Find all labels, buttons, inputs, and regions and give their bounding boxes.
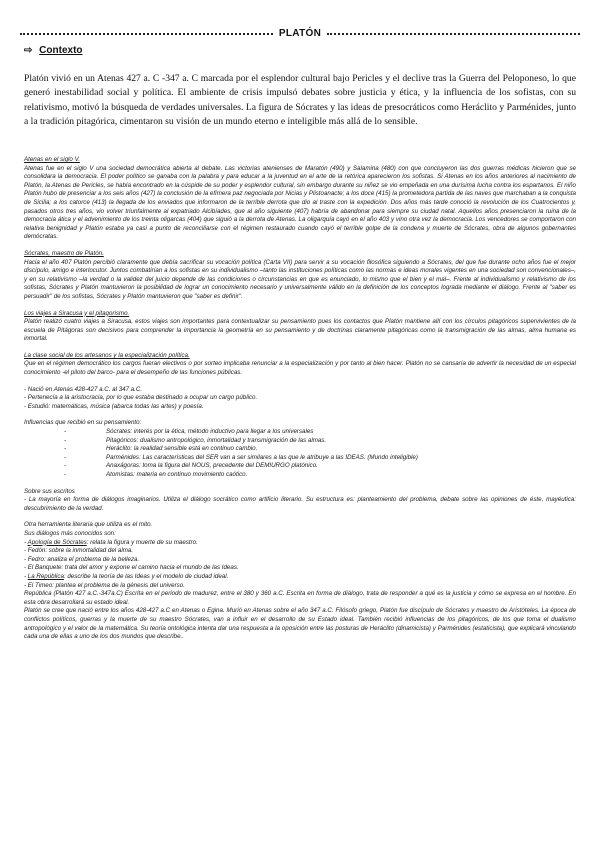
list-item bbox=[24, 445, 576, 454]
dash-bullet: - bbox=[64, 471, 67, 478]
fact-line: - Estudió: matemáticas, música (abarca todas las artes) y poesía. bbox=[24, 402, 204, 410]
list-item-text: Anaxágoras: toma la figura del NOUS, precedente del DEMIURGO platónico. bbox=[106, 462, 318, 470]
section-heading: La clase social de los artesanos y la especialización política. bbox=[24, 351, 190, 359]
section-influencias bbox=[24, 419, 576, 479]
section-datos bbox=[24, 386, 576, 412]
dialogue-item: - Apología de Sócrates: relata la figura y muerte de su maestro. bbox=[24, 538, 198, 546]
dotted-rule-right bbox=[327, 33, 580, 35]
section-text: Hacia el año 407 Platón percibió claramente que debía sacrificar su vocación política (Carta VII) para servir a su vocación filosófica siguiendo a Sócrates, del que fue durante ocho años fue el mejor discípulo, amigo e interlocutor. Juntos combatirían a los sofistas en su individualismo –tanto las instituciones políticas como las normas e ideas morales vigentes en una sociedad son convencionales–, y en su relativismo –la verdad o la validez del juicio depende de las condiciones o circunstancias en que es enunciado, lo mismo que el bien y el mal–. Frente al individualismo y relativismo de los sofistas, Sócrates y Platón mantuvieron la posibilidad de lograr un conocimiento necesario y universalmente válido en la definición de los conceptos lograda mediante el diálogo. Frente al "saber es persuadir" de los sofistas, Sócrates y Platón mantuvieron que "saber es definir". bbox=[24, 258, 576, 300]
context-label: Contexto bbox=[39, 45, 83, 56]
section-clase-social bbox=[24, 352, 576, 378]
notes-section bbox=[24, 156, 576, 642]
section-socrates bbox=[24, 250, 576, 302]
section-heading: Atenas en el siglo V. bbox=[24, 156, 80, 163]
dialogue-title: La República bbox=[27, 572, 64, 580]
list-item-text: Atomistas: materia en continuo movimiento caótico. bbox=[106, 471, 248, 478]
section-heading: Los viajes a Siracusa y el pitagorismo. bbox=[24, 309, 130, 317]
dialogos-line: Sus diálogos más conocidos son: bbox=[24, 529, 116, 537]
context-heading bbox=[24, 45, 83, 56]
dotted-rule-left bbox=[20, 33, 273, 35]
section-escritos bbox=[24, 488, 576, 514]
dialogue-item: - Fedro: analiza el problema de la belleza. bbox=[24, 555, 140, 563]
closing-paragraph: Platón se cree que nació entre los años 428-427 a.C en Atenas o Egina. Murió en Atenas sobre el año 347 a.C. Filósofo griego, Platón fue discípulo de Sócrates y maestro de Aristóteles. La época de conflictos políticos, guerras y la muerte de su maestro Sócrates, van a influir en el desarrollo de su Estado ideal. También recibió influencias de los pitagóricos, de los que toma el dualismo antropológico y el valor de la matemática. Su teoría ontológica intenta dar una respuesta a la oposición entre las posturas de Heráclito (dinamicista) y Parménides (estaticista), que explicará vinculando cada una de ellas a uno de los dos mundos que describe.. bbox=[24, 607, 576, 641]
fact-line: - Nació en Atenas 428-427 a.C. al 347 a.C. bbox=[24, 385, 143, 393]
section-heading: Sobre sus escritos bbox=[24, 487, 75, 495]
dialogos-line: Otra herramienta literaria que utiliza es el mito. bbox=[24, 521, 153, 529]
page-title: PLATÓN bbox=[278, 27, 322, 39]
influence-list bbox=[24, 428, 576, 480]
section-text: - La mayoría en forma de diálogos imaginarios. Utiliza el diálogo socrático como artificio literario. Su estructura es: planteamiento del problema, debate sobre las opiniones de éste, mayéutica: descubrimiento de la verdad. bbox=[24, 496, 576, 512]
dialogue-item: - Fedón: sobre la inmortalidad del alma. bbox=[24, 547, 134, 555]
list-item bbox=[24, 428, 576, 437]
list-item bbox=[24, 462, 576, 471]
fact-line: - Pertenecía a la aristocracia, por lo que estaba destinado a ocupar un cargo público. bbox=[24, 394, 258, 402]
list-item-text: Pitagóricos: dualismo antropológico, inmortalidad y transmigración de las almas. bbox=[106, 436, 327, 444]
list-item bbox=[24, 454, 576, 463]
dialogue-item: - El Banquete: trata del amor y expone el camino hacia el mundo de las Ideas. bbox=[24, 564, 239, 572]
section-text: Platón realizó cuatro viajes a Siracusa, estos viajes son importantes para contextualizar su pensamiento pues los contactos que Platón mantiene allí con los círculos pitagóricos supervivientes de la escuela de Pitágoras son decisivos para comprender la importancia la geometría en su pensamiento y de doctrinas claramente pitagóricas como la transmigración de las almas, alma humana es inmortal. bbox=[24, 318, 576, 343]
list-item-text: Heráclito: la realidad sensible está en continuo cambio. bbox=[106, 445, 258, 453]
list-item-text: Parménides: Las características del SER van a ser similares a las que le atribuye a las IDEAS. (Mundo inteligible) bbox=[106, 453, 418, 461]
section-text: Atenas fue en el siglo V una sociedad democrática abierta al debate. Las victorias atenienses de Maratón (490) y Salamina (480) con que concluyeron las dos guerras médicas hicieron que se consolidara la democracia. El poder político se ganaba con la palabra y para educar a la juventud en el arte de la retórica aparecieron los sofistas. Si Atenas en los años anteriores al nacimiento de Platón, la Atenas de Pericles, se había encontrado en la cúspide de su poder y esplendor cultural, sin embargo durante su niñez se vio empeñada en una durísima lucha contra los espartanos. El niño Platón hubo de presenciar a los seis años (427) la conclusión de la efímera paz negociada por Nicias y Plistoanacte; a los doce (415) la prometedora partida de las naves que marchaban a la conquista de Sicilia; a los catorce (413) la llegada de los enviados que informaron de la terrible derrota que dio al traste con la expedición. Dos años más tarde conoció la revolución de los Cuatrocientos y, pasados otros tres años, vio volver triunfalmente al expatriado Alcibíades, que al año siguiente (407) habría de abandonar para siempre su ciudad natal. Aquellos años presenciaron la ruina de la democracia ática y el advenimiento de los treinta oligarcas (404) que siguió a la derrota de Atenas. La oligarquía cayó en el año 403 y vino otra vez la democracia. Los vencedores se comportaron con relativa benignidad y Platón estaba ya casi a punto de reconciliarse con el régimen restaurado cuando cayó el terrible golpe de la condena y muerte de Sócrates, obra de algunos gobernantes demócratas. bbox=[24, 164, 576, 241]
dash-bullet: - bbox=[64, 462, 67, 470]
section-text: Que en el régimen democrático los cargos fueran electivos o por sorteo implicaba renunciar a la especialización y por tanto al bien hacer. Platón no se cansaría de advertir la necesidad de un especial conocimiento -el piloto del barco- para el desempeño de las funciones públicas. bbox=[24, 360, 576, 377]
right-arrow-icon: ⇨ bbox=[24, 45, 33, 56]
dash-bullet: - bbox=[64, 428, 67, 436]
section-atenas bbox=[24, 156, 576, 242]
intro-paragraph: Platón vivió en un Atenas 427 a. C -347 a. C marcada por el esplendor cultural bajo Pericles y el declive tras la Guerra del Peloponeso, lo que generó inestabilidad social y política. El ambiente de crisis impulsó debates sobre justicia y ética, y la influencia de los sofistas, con su relativismo, motivó la búsqueda de verdades universales. La figura de Sócrates y las ideas de presocráticos como Heráclito y Parménides, junto a la tradición pitagórica, cimentaron su visión de un mundo eterno e inteligible más allá de lo sensible. bbox=[24, 73, 576, 128]
republica-paragraph: República (Platón 427 a.C.-347a.C) Escrita en el periodo de madurez, entre el 380 y 360 a.C. Escrita en forma de diálogo, trata de responder a qué es la justicia y cómo se expresa en el hombre. En esta obra desarrollará su estado ideal. bbox=[24, 590, 576, 606]
dialogue-title: Apología de Sócrates bbox=[27, 538, 87, 546]
list-item bbox=[24, 471, 576, 480]
list-item-text: Sócrates: interés por la ética, método inductivo para llegar a los universales bbox=[106, 428, 314, 436]
section-heading: Sócrates, maestro de Platón. bbox=[24, 249, 104, 257]
dash-bullet: - bbox=[64, 445, 67, 453]
dialogue-item: - El Timeo: plantea el problema de la génesis del universo. bbox=[24, 581, 185, 589]
section-viajes bbox=[24, 310, 576, 344]
title-row bbox=[20, 26, 580, 40]
dash-bullet: - bbox=[64, 453, 67, 461]
section-heading: Influencias que recibió en su pensamiento: bbox=[24, 419, 142, 427]
dash-bullet: - bbox=[64, 436, 67, 444]
list-item bbox=[24, 437, 576, 446]
section-dialogos bbox=[24, 521, 576, 641]
dialogue-item: - La República: describe la teoría de las Ideas y el modelo de ciudad ideal. bbox=[24, 572, 229, 580]
